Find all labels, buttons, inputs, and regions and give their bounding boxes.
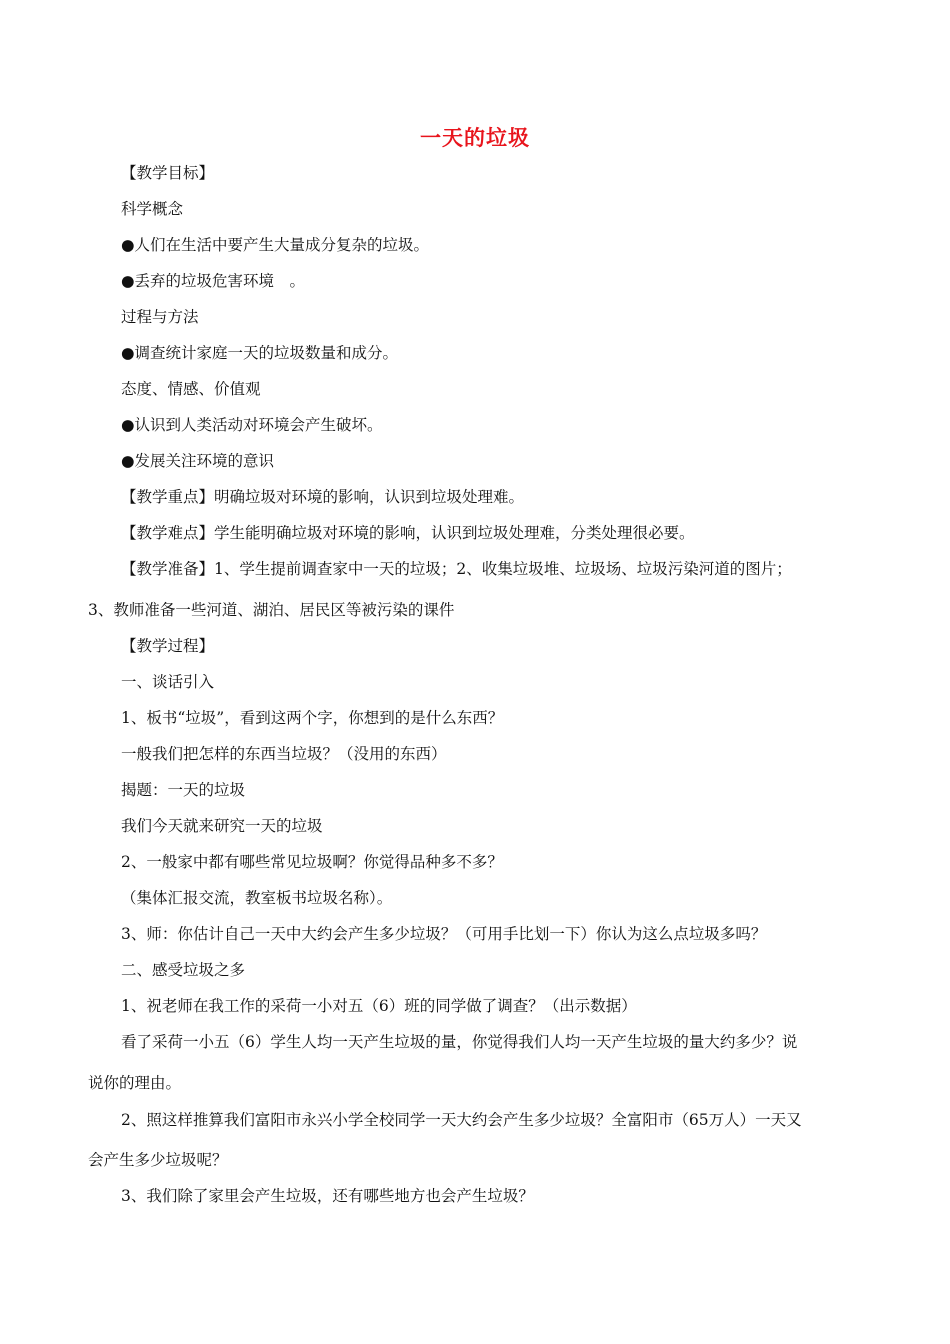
paragraph-line: 3、师：你估计自己一天中大约会产生多少垃圾？（可用手比划一下）你认为这么点垃圾多吗？	[121, 925, 767, 943]
bullet-line: ●认识到人类活动对环境会产生破坏。	[121, 416, 383, 434]
bullet-line: ●人们在生活中要产生大量成分复杂的垃圾。	[121, 236, 430, 254]
paragraph-line: （集体汇报交流，教室板书垃圾名称）。	[121, 889, 393, 907]
document-title: 一天的垃圾	[420, 126, 530, 150]
difficulties-line: 【教学难点】学生能明确垃圾对环境的影响，认识到垃圾处理难，分类处理很必要。	[121, 524, 695, 542]
bullet-line: ●调查统计家庭一天的垃圾数量和成分。	[121, 344, 399, 362]
paragraph-line-continued: 会产生多少垃圾呢？	[88, 1151, 228, 1169]
paragraph-line: 2、照这样推算我们富阳市永兴小学全校同学一天大约会产生多少垃圾？全富阳市（65万人）一天又	[121, 1111, 802, 1129]
preparation-line: 【教学准备】1、学生提前调查家中一天的垃圾；2、收集垃圾堆、垃圾场、垃圾污染河道的图片；	[121, 560, 792, 578]
subheading-attitudes: 态度、情感、价值观	[121, 380, 261, 398]
key-points-line: 【教学重点】明确垃圾对环境的影响，认识到垃圾处理难。	[121, 488, 525, 506]
paragraph-line: 一般我们把怎样的东西当垃圾？（没用的东西）	[121, 745, 447, 763]
paragraph-line: 我们今天就来研究一天的垃圾	[121, 817, 323, 835]
section-heading-objectives: 【教学目标】	[121, 164, 215, 182]
subheading-introduction: 一、谈话引入	[121, 673, 215, 691]
preparation-line-continued: 3、教师准备一些河道、湖泊、居民区等被污染的课件	[88, 601, 455, 619]
paragraph-line: 3、我们除了家里会产生垃圾，还有哪些地方也会产生垃圾？	[121, 1187, 534, 1205]
bullet-line: ●丢弃的垃圾危害环境 。	[121, 272, 306, 290]
subheading-process-methods: 过程与方法	[121, 308, 199, 326]
subheading-feel-amount: 二、感受垃圾之多	[121, 961, 246, 979]
section-heading-process: 【教学过程】	[121, 637, 215, 655]
paragraph-line: 1、板书“垃圾”，看到这两个字，你想到的是什么东西？	[121, 709, 504, 727]
bullet-line: ●发展关注环境的意识	[121, 452, 275, 470]
subheading-science-concepts: 科学概念	[121, 200, 184, 218]
paragraph-line: 1、祝老师在我工作的采荷一小对五（6）班的同学做了调查？（出示数据）	[121, 997, 637, 1015]
paragraph-line: 2、一般家中都有哪些常见垃圾啊？你觉得品种多不多？	[121, 853, 503, 871]
paragraph-line: 揭题：一天的垃圾	[121, 781, 246, 799]
paragraph-line: 看了采荷一小五（6）学生人均一天产生垃圾的量，你觉得我们人均一天产生垃圾的量大约多少？说	[121, 1033, 798, 1051]
paragraph-line-continued: 说你的理由。	[88, 1074, 182, 1092]
